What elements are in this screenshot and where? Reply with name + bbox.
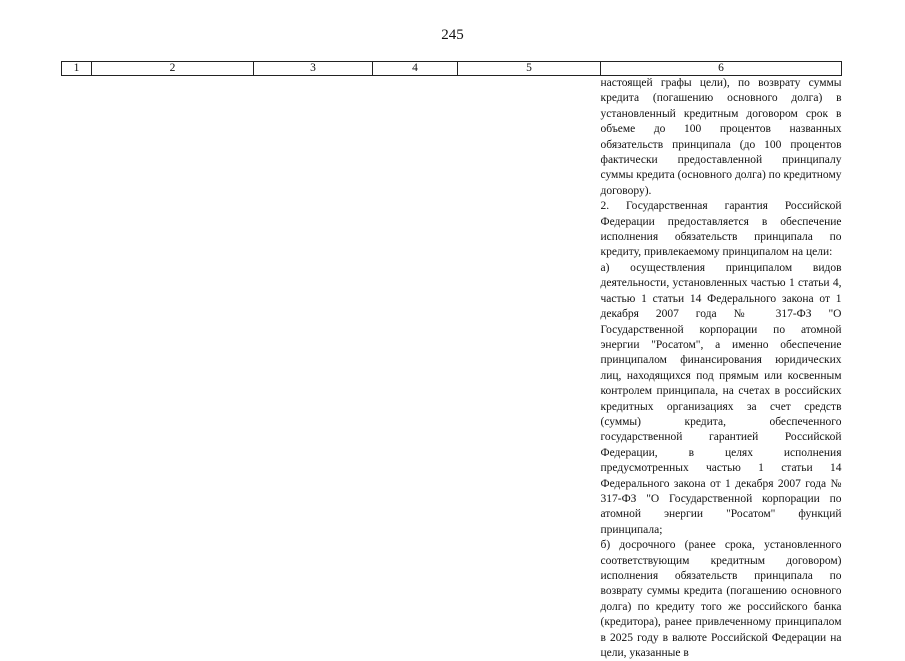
cell-col-1 — [62, 76, 92, 661]
cell-col-4 — [373, 76, 458, 661]
document-table — [61, 61, 842, 661]
paragraph-item-2: 2. Государственная гарантия Российской Федерации предоставляется в обеспечение исполнения обязательств принципала по кредиту, привлекаемому принципалом на цели: — [601, 199, 842, 261]
paragraph-continuation: настоящей графы цели), по возврату суммы кредита (погашению основного долга) в установленный кредитным договором срок в объеме до 100 процентов названных обязательств принципала (до 100 процентов фактически предоставленной принципалу суммы кредита (основного долга) по кредитному договору). — [601, 76, 842, 199]
column-header-2: 2 — [92, 62, 254, 76]
table-row — [62, 76, 842, 661]
column-number-row — [62, 62, 842, 76]
cell-col-6-text — [601, 76, 842, 661]
column-header-4: 4 — [373, 62, 458, 76]
page-number: 245 — [0, 26, 905, 44]
paragraph-subitem-a: а) осуществления принципалом видов деятельности, установленных частью 1 статьи 4, частью 1 статьи 14 Федерального закона от 1 декабря 2007 года № 317-ФЗ "О Государственной корпорации по атомной энергии "Росатом", а именно обеспечение принципалом финансирования юридических лиц, находящихся под прямым или косвенным контролем принципала, на счетах в российских кредитных организациях за счет средств (суммы) кредита, обеспеченного государственной гарантией Российской Федерации, в целях исполнения предусмотренных частью 1 статьи 14 Федерального закона от 1 декабря 2007 года № 317-ФЗ "О Государственной корпорации по атомной энергии "Росатом" функций принципала; — [601, 261, 842, 538]
column-header-6: 6 — [601, 62, 842, 76]
cell-col-3 — [254, 76, 373, 661]
paragraph-subitem-b: б) досрочного (ранее срока, установленного соответствующим кредитным договором) исполнения обязательств принципала по возврату суммы кредита (погашению основного долга) по кредиту того же российского банка (кредитора), ранее привлеченному принципалом в 2025 году в валюте Российской Федерации на цели, указанные в — [601, 538, 842, 661]
cell-col-2 — [92, 76, 254, 661]
column-header-5: 5 — [458, 62, 601, 76]
column-header-3: 3 — [254, 62, 373, 76]
column-header-1: 1 — [62, 62, 92, 76]
cell-col-5 — [458, 76, 601, 661]
